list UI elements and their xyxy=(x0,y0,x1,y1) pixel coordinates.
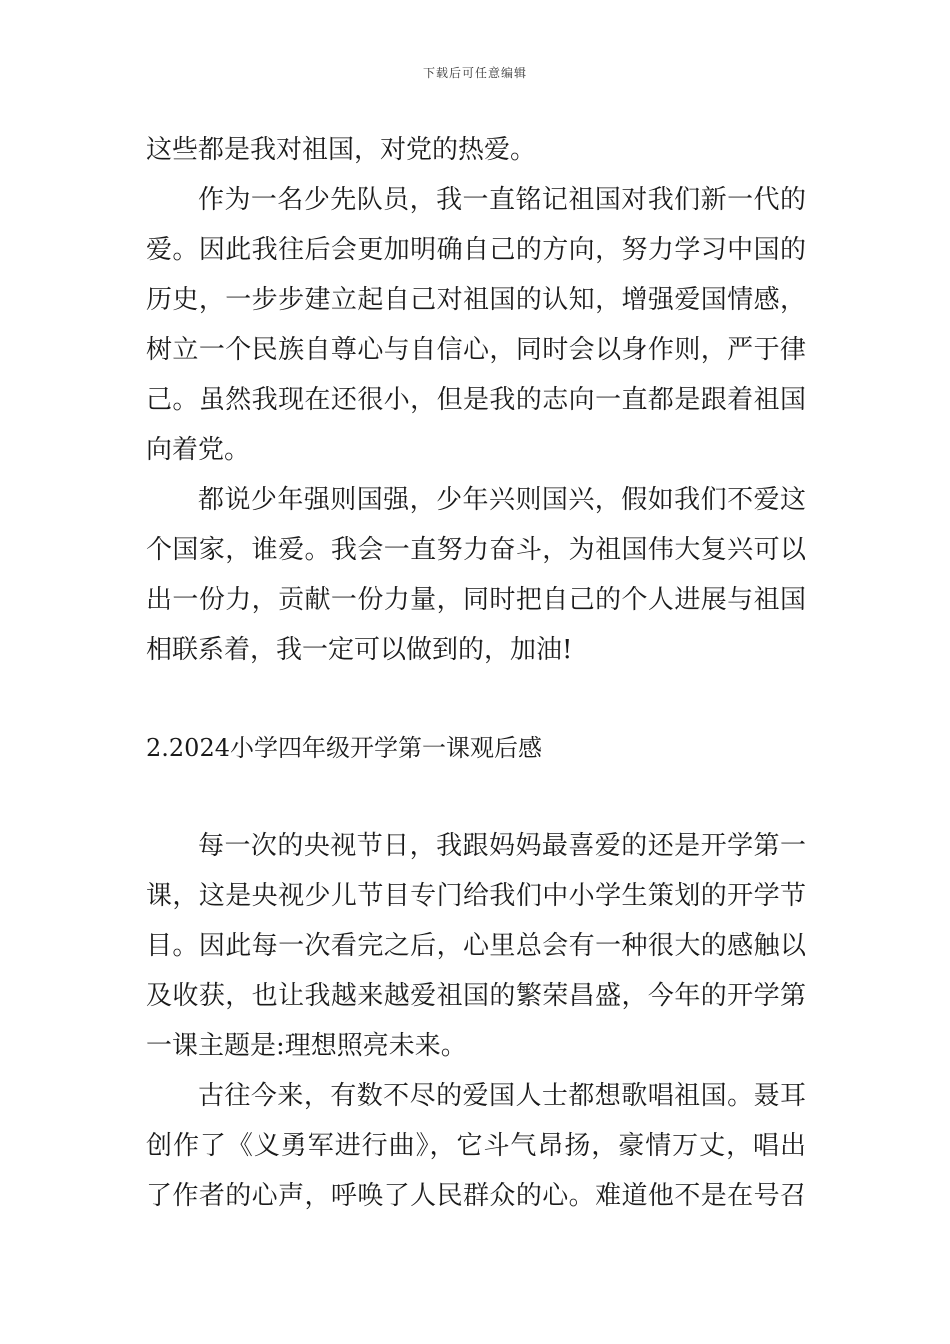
paragraph-line: 向着党。 xyxy=(146,435,251,465)
paragraph-line: 了作者的心声，呼唤了人民群众的心。难道他不是在号召 xyxy=(146,1181,806,1211)
paragraph-line: 一课主题是:理想照亮未来。 xyxy=(146,1031,467,1061)
section-heading: 2.2024小学四年级开学第一课观后感 xyxy=(146,734,542,762)
paragraph-line: 爱。因此我往后会更加明确自己的方向，努力学习中国的 xyxy=(146,235,806,265)
paragraph-line: 每一次的央视节日，我跟妈妈最喜爱的还是开学第一 xyxy=(198,831,806,861)
paragraph-line: 课，这是央视少儿节目专门给我们中小学生策划的开学节 xyxy=(146,881,806,911)
paragraph-line: 己。虽然我现在还很小，但是我的志向一直都是跟着祖国 xyxy=(146,385,806,415)
paragraph-line: 相联系着，我一定可以做到的，加油! xyxy=(146,635,573,665)
paragraph-line: 个国家，谁爱。我会一直努力奋斗，为祖国伟大复兴可以 xyxy=(146,535,806,565)
paragraph-line: 及收获，也让我越来越爱祖国的繁荣昌盛，今年的开学第 xyxy=(146,981,806,1011)
paragraph-line: 出一份力，贡献一份力量，同时把自己的个人进展与祖国 xyxy=(146,585,806,615)
paragraph-line: 作为一名少先队员，我一直铭记祖国对我们新一代的 xyxy=(198,185,806,215)
paragraph-line: 古往今来，有数不尽的爱国人士都想歌唱祖国。聂耳 xyxy=(198,1081,806,1111)
page-header: 下载后可任意编辑 xyxy=(422,66,527,80)
paragraph-line: 创作了《义勇军进行曲》，它斗气昂扬，豪情万丈，唱出 xyxy=(146,1131,806,1161)
paragraph-line: 这些都是我对祖国，对党的热爱。 xyxy=(146,135,537,165)
paragraph-line: 历史，一步步建立起自己对祖国的认知，增强爱国情感， xyxy=(146,285,806,315)
paragraph-line: 目。因此每一次看完之后，心里总会有一种很大的感触以 xyxy=(146,931,806,961)
paragraph-line: 都说少年强则国强，少年兴则国兴，假如我们不爱这 xyxy=(198,485,806,515)
paragraph-line: 树立一个民族自尊心与自信心，同时会以身作则，严于律 xyxy=(146,335,806,365)
